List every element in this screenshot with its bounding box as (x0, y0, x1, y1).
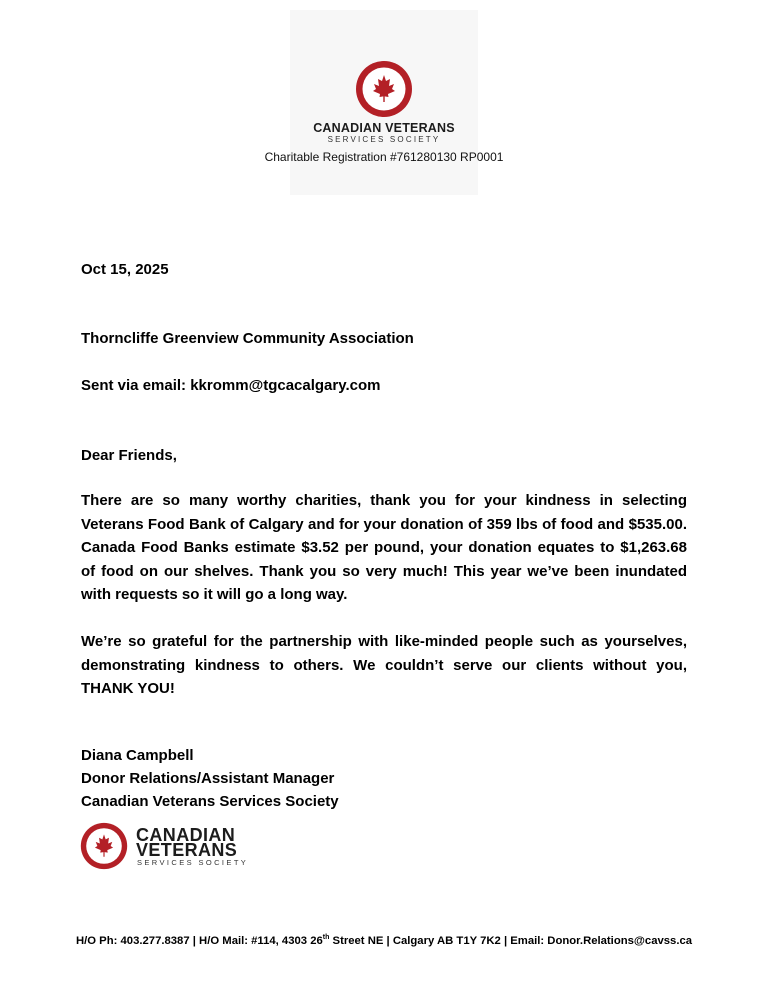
recipient-name: Thorncliffe Greenview Community Association (81, 330, 414, 347)
footer-part2: Street NE | Calgary AB T1Y 7K2 | Email: Donor.Relations@cavss.ca (329, 934, 693, 947)
bottom-logo-line2: VETERANS (136, 840, 238, 860)
charitable-registration: Charitable Registration #761280130 RP0001 (264, 150, 504, 164)
signature-organization: Canadian Veterans Services Society (81, 793, 339, 810)
letterhead-org-name: CANADIAN VETERANS (313, 121, 455, 135)
signature-name: Diana Campbell (81, 747, 194, 764)
maple-leaf-logo-icon (355, 60, 413, 118)
footer-part1: H/O Ph: 403.277.8387 | H/O Mail: #114, 4303 26 (75, 934, 323, 947)
maple-leaf-logo-icon (80, 822, 128, 870)
paragraph-line: There are so many worthy charities, thank you for your kindness in selecting (81, 492, 687, 509)
signature-title: Donor Relations/Assistant Manager (81, 770, 335, 787)
body-paragraph-1 (81, 489, 687, 607)
body-paragraph-2 (81, 630, 687, 701)
paragraph-line: We’re so grateful for the partnership with like-minded people such as yourselves, (81, 633, 687, 650)
salutation: Dear Friends, (81, 447, 177, 464)
paragraph-line: of food on our shelves. Thank you so very much! This year we’ve been inundated (81, 562, 687, 580)
paragraph-line: THANK YOU! (81, 680, 175, 697)
paragraph-line: with requests so it will go a long way. (81, 586, 348, 603)
paragraph-line: demonstrating kindness to others. We couldn’t serve our clients without you, (81, 656, 687, 674)
bottom-logo-line3: SERVICES SOCIETY (137, 858, 249, 867)
letter-date: Oct 15, 2025 (81, 261, 169, 278)
bottom-logo-line1: CANADIAN (136, 825, 236, 845)
letterhead-org-subtitle: SERVICES SOCIETY (327, 135, 441, 144)
paragraph-line: Veterans Food Bank of Calgary and for your donation of 359 lbs of food and $535.00. (81, 515, 687, 533)
footer-contact (0, 934, 768, 947)
paragraph-line: Canada Food Banks estimate $3.52 per pound, your donation equates to $1,263.68 (81, 539, 687, 556)
footer-superscript: th (322, 934, 330, 941)
sent-via-email: Sent via email: kkromm@tgcacalgary.com (81, 377, 381, 394)
